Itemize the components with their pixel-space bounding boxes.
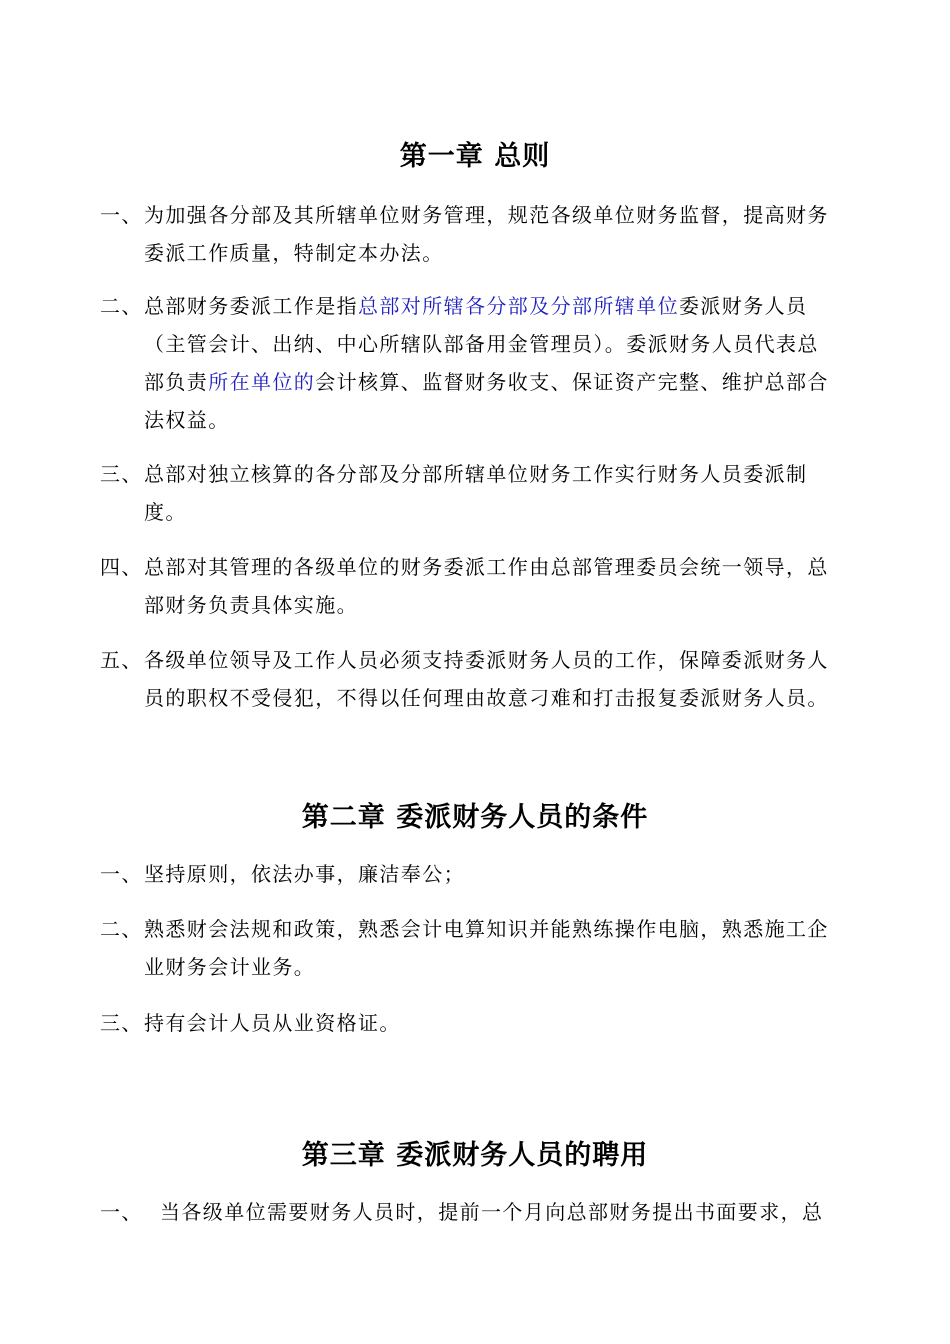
article-2-2 <box>100 910 840 986</box>
article-number: 五、 <box>100 648 143 672</box>
article-number: 三、 <box>100 462 143 486</box>
article-2-1 <box>100 855 840 893</box>
chapter-2-title: 第二章 委派财务人员的条件 <box>301 802 649 833</box>
chapter-3-title: 第三章 委派财务人员的聘用 <box>301 1140 649 1171</box>
article-text: 熟悉财会法规和政策，熟悉会计电算知识并能熟练操作电脑，熟悉施工企业财务会计业务。 <box>144 917 829 979</box>
article-1-5 <box>100 641 840 717</box>
chapter-1-title: 第一章 总则 <box>399 141 551 172</box>
article-2-3 <box>100 1004 840 1042</box>
article-number: 一、 <box>100 203 143 227</box>
article-3-1 <box>100 1193 860 1231</box>
article-1-1 <box>100 196 840 272</box>
article-text: 坚持原则，依法办事，廉洁奉公； <box>144 862 465 886</box>
article-text-part: 委派财务人员（主管会计、出纳、中心所辖队部备用金管理员）。委派财务人员代表总部负责 <box>144 294 819 394</box>
article-number: 三、 <box>100 1011 143 1035</box>
article-text: 各级单位领导及工作人员必须支持委派财务人员的工作，保障委派财务人员的职权不受侵犯，不得以任何理由故意刁难和打击报复委派财务人员。 <box>144 648 829 710</box>
highlighted-text: 所在单位的 <box>208 370 316 394</box>
article-text: 为加强各分部及其所辖单位财务管理，规范各级单位财务监督，提高财务委派工作质量，特制定本办法。 <box>144 203 829 265</box>
article-text: 持有会计人员从业资格证。 <box>144 1011 401 1035</box>
highlighted-text: 总部对所辖各分部及分部所辖单位 <box>358 294 679 318</box>
article-number: 二、 <box>100 917 143 941</box>
article-text <box>100 287 840 439</box>
article-number: 一、 <box>100 862 143 886</box>
article-1-3 <box>100 455 840 531</box>
article-1-2 <box>100 287 840 439</box>
article-text: 当各级单位需要财务人员时，提前一个月向总部财务提出书面要求，总 <box>160 1200 824 1224</box>
article-1-4 <box>100 548 840 624</box>
article-number: 二、 <box>100 294 143 318</box>
article-text: 总部对独立核算的各分部及分部所辖单位财务工作实行财务人员委派制度。 <box>144 462 808 524</box>
article-number: 一、 <box>100 1200 143 1224</box>
article-text-part: 会计核算、监督财务收支、保证资产完整、维护总部合法权益。 <box>144 370 829 432</box>
article-number: 四、 <box>100 555 143 579</box>
article-text: 总部对其管理的各级单位的财务委派工作由总部管理委员会统一领导，总部财务负责具体实施。 <box>144 555 829 617</box>
article-text-part: 总部财务委派工作是指 <box>144 294 358 318</box>
